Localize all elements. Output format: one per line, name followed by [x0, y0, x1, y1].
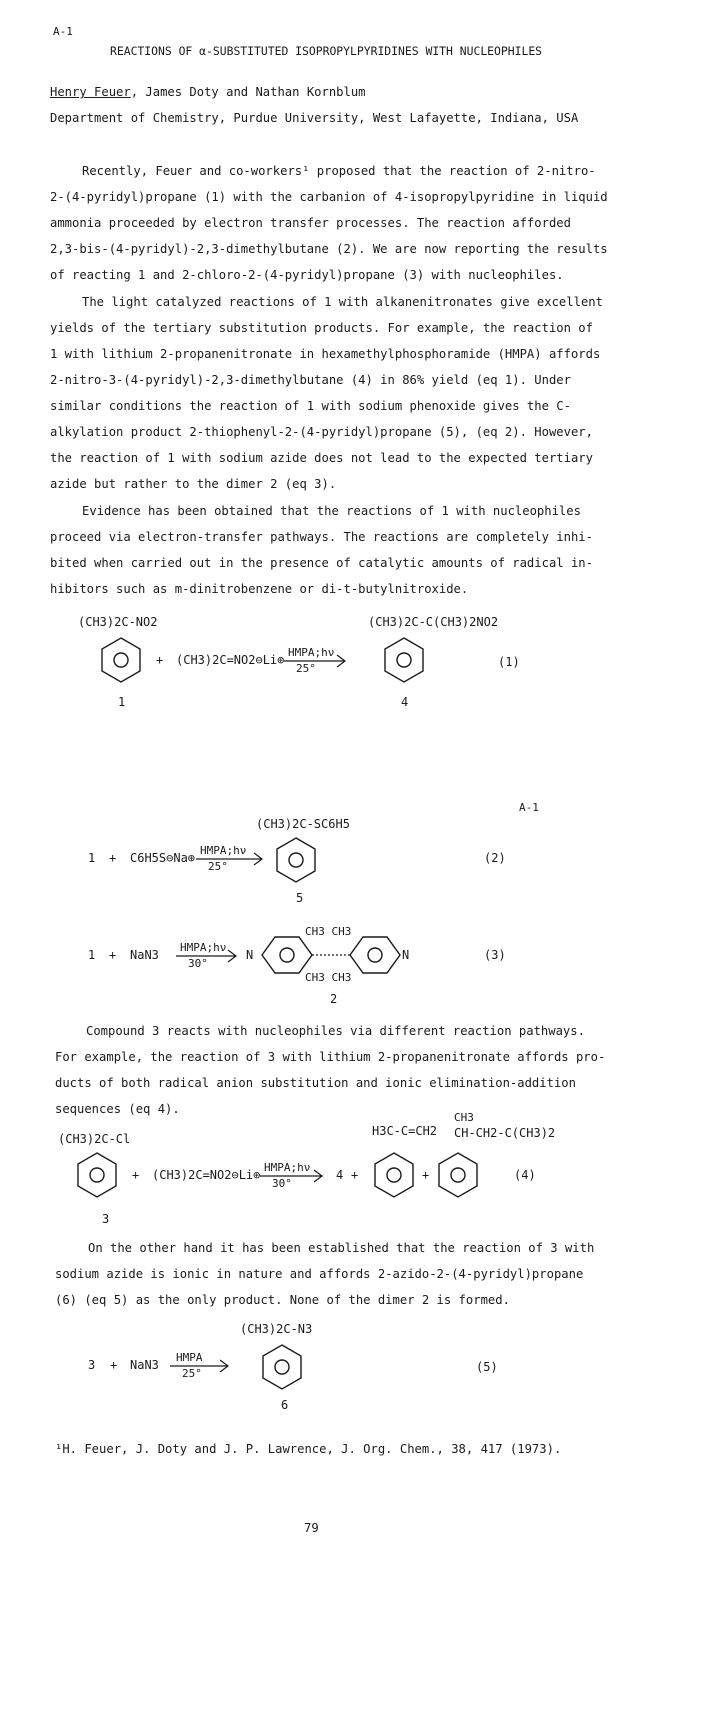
equation-4 — [0, 1111, 704, 1235]
eq3-condition-top: HMPA;hν — [180, 941, 227, 954]
eq1-condition-bottom: 25° — [296, 662, 316, 675]
eq3-plus: + — [109, 948, 117, 962]
eq3-methyl-top: CH3 CH3 — [305, 925, 352, 938]
author-rest: , James Doty and Nathan Kornblum — [130, 85, 366, 99]
eq4-substituent-mid: H3C-C=CH2 — [372, 1124, 438, 1138]
eq3-condition-bottom: 30° — [188, 957, 208, 970]
equation-1 — [0, 600, 704, 730]
p4-line: For example, the reaction of 3 with lithium 2-propanenitronate affords pro- — [55, 1050, 606, 1064]
eq4-substituent-right-top: CH3 — [454, 1111, 474, 1124]
p2-line: similar conditions the reaction of 1 with sodium phenoxide gives the C- — [50, 399, 571, 413]
eq3-reagent: NaN3 — [130, 948, 159, 962]
page-number: 79 — [304, 1521, 319, 1535]
p2-line: azide but rather to the dimer 2 (eq 3). — [50, 477, 337, 491]
eq1-number-right: 4 — [401, 695, 409, 709]
eq2-reactant: 1 — [88, 851, 96, 865]
eq2-tag: (2) — [484, 851, 506, 865]
aromatic-circle — [114, 653, 128, 667]
aromatic-circle — [368, 948, 382, 962]
eq1-substituent-left: (CH3)2C-NO2 — [78, 615, 158, 629]
eq4-substituent-left: (CH3)2C-Cl — [58, 1132, 131, 1146]
eq3-reactant: 1 — [88, 948, 96, 962]
eq2-plus: + — [109, 851, 117, 865]
eq5-substituent: (CH3)2C-N3 — [240, 1322, 313, 1336]
aromatic-circle — [451, 1168, 465, 1182]
p4-line: sequences (eq 4). — [55, 1102, 180, 1116]
eq4-condition-top: HMPA;hν — [264, 1161, 311, 1174]
p2-line: yields of the tertiary substitution products. For example, the reaction of — [50, 321, 593, 335]
aromatic-circle — [397, 653, 411, 667]
eq3-methyl-bottom: CH3 CH3 — [305, 971, 352, 984]
p1-line: 2,3-bis-(4-pyridyl)-2,3-dimethylbutane (2). We are now reporting the results — [50, 242, 608, 256]
margin-tag: A-1 — [519, 801, 539, 814]
footnote: ¹H. Feuer, J. Doty and J. P. Lawrence, J. Org. Chem., 38, 417 (1973). — [55, 1442, 562, 1456]
author-first: Henry Feuer — [50, 85, 131, 99]
p1-line: Recently, Feuer and co-workers¹ proposed that the reaction of 2-nitro- — [82, 164, 596, 178]
affiliation: Department of Chemistry, Purdue University, West Lafayette, Indiana, USA — [50, 111, 579, 125]
eq1-substituent-right: (CH3)2C-C(CH3)2NO2 — [368, 615, 499, 629]
eq2-condition-top: HMPA;hν — [200, 844, 247, 857]
eq5-reactant: 3 — [88, 1358, 96, 1372]
paper-title: REACTIONS OF α-SUBSTITUTED ISOPROPYLPYRIDINES WITH NUCLEOPHILES — [110, 44, 543, 58]
aromatic-circle — [280, 948, 294, 962]
p1-line: 2-(4-pyridyl)propane (1) with the carbanion of 4-isopropylpyridine in liquid — [50, 190, 608, 204]
eq5-reagent: NaN3 — [130, 1358, 159, 1372]
eq4-tag: (4) — [514, 1168, 536, 1182]
eq4-condition-bottom: 30° — [272, 1177, 292, 1190]
p3-line: proceed via electron-transfer pathways. The reactions are completely inhi- — [50, 530, 593, 544]
eq5-plus: + — [110, 1358, 118, 1372]
pyridine-ring — [277, 838, 315, 882]
svg-text:+: + — [132, 1168, 140, 1182]
aromatic-circle — [289, 853, 303, 867]
equation-2 — [0, 810, 704, 920]
eq2-condition-bottom: 25° — [208, 860, 228, 873]
equation-5 — [0, 1315, 704, 1435]
p3-line: bited when carried out in the presence of catalytic amounts of radical in- — [50, 556, 593, 570]
pyridine-ring — [78, 1153, 116, 1197]
eq1-reagent: (CH3)2C=NO2⊖Li⊕ — [176, 653, 285, 667]
eq4-reagent: (CH3)2C=NO2⊖Li⊕ — [152, 1168, 261, 1182]
p5-line: (6) (eq 5) as the only product. None of the dimer 2 is formed. — [55, 1293, 510, 1307]
aromatic-circle — [387, 1168, 401, 1182]
eq1-plus: + — [156, 653, 164, 667]
authors — [50, 84, 366, 100]
eq4-plus: + — [351, 1168, 359, 1182]
eq1-condition-top: HMPA;hν — [288, 646, 335, 659]
p2-line: alkylation product 2-thiophenyl-2-(4-pyridyl)propane (5), (eq 2). However, — [50, 425, 593, 439]
eq5-tag: (5) — [476, 1360, 498, 1374]
svg-text:+: + — [422, 1168, 430, 1182]
pyridine-ring — [350, 937, 400, 973]
eq5-condition-bottom: 25° — [182, 1367, 202, 1380]
p1-line: of reacting 1 and 2-chloro-2-(4-pyridyl)propane (3) with nucleophiles. — [50, 268, 564, 282]
aromatic-circle — [275, 1360, 289, 1374]
p5-line: On the other hand it has been established that the reaction of 3 with — [88, 1241, 595, 1255]
pyridine-ring — [263, 1345, 301, 1389]
svg-text:N: N — [402, 948, 410, 962]
pyridine-ring — [375, 1153, 413, 1197]
pyridine-ring — [439, 1153, 477, 1197]
p2-line: the reaction of 1 with sodium azide does not lead to the expected tertiary — [50, 451, 593, 465]
p5-line: sodium azide is ionic in nature and affords 2-azido-2-(4-pyridyl)propane — [55, 1267, 584, 1281]
p4-line: Compound 3 reacts with nucleophiles via different reaction pathways. — [86, 1024, 585, 1038]
eq5-condition-top: HMPA — [176, 1351, 203, 1364]
eq2-substituent: (CH3)2C-SC6H5 — [256, 817, 350, 831]
page-id: A-1 — [53, 25, 73, 38]
p2-line: 2-nitro-3-(4-pyridyl)-2,3-dimethylbutane (4) in 86% yield (eq 1). Under — [50, 373, 571, 387]
p4-line: ducts of both radical anion substitution and ionic elimination-addition — [55, 1076, 576, 1090]
eq3-tag: (3) — [484, 948, 506, 962]
eq1-number-left: 1 — [118, 695, 126, 709]
eq4-number-left: 3 — [102, 1212, 110, 1226]
eq4-product-4: 4 — [336, 1168, 344, 1182]
pyridine-ring — [102, 638, 140, 682]
p3-line: hibitors such as m-dinitrobenzene or di-t-butylnitroxide. — [50, 582, 469, 596]
eq3-number: 2 — [330, 992, 338, 1006]
p1-line: ammonia proceeded by electron transfer processes. The reaction afforded — [50, 216, 571, 230]
equation-3 — [0, 915, 704, 1015]
eq2-reagent: C6H5S⊖Na⊕ — [130, 851, 196, 865]
pyridine-ring — [262, 937, 312, 973]
aromatic-circle — [90, 1168, 104, 1182]
p2-line: The light catalyzed reactions of 1 with alkanenitronates give excellent — [82, 295, 603, 309]
eq4-substituent-right: CH-CH2-C(CH3)2 — [454, 1126, 556, 1140]
p2-line: 1 with lithium 2-propanenitronate in hexamethylphosphoramide (HMPA) affords — [50, 347, 601, 361]
pyridine-ring — [385, 638, 423, 682]
eq2-number: 5 — [296, 891, 304, 905]
p3-line: Evidence has been obtained that the reactions of 1 with nucleophiles — [82, 504, 581, 518]
eq5-number: 6 — [281, 1398, 289, 1412]
eq1-tag: (1) — [498, 655, 520, 669]
svg-text:N: N — [246, 948, 254, 962]
